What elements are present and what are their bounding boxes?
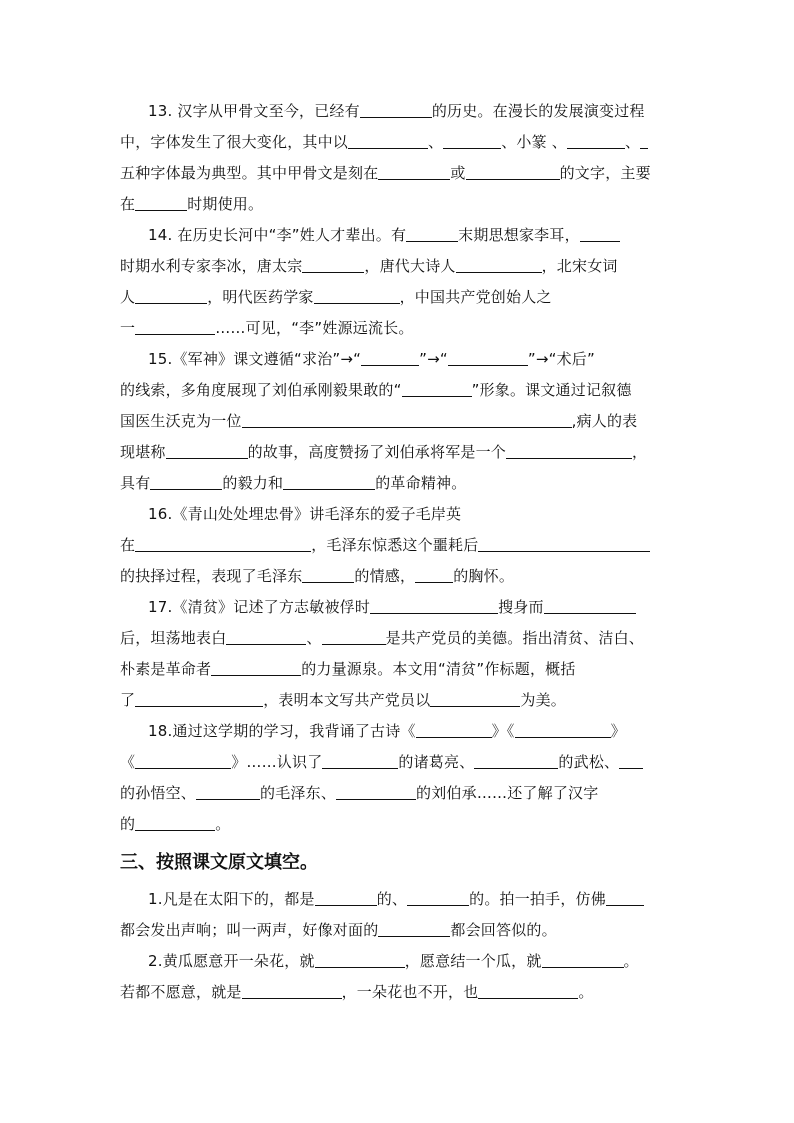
q15-blank-image[interactable]	[402, 378, 472, 397]
q18-text: 》……认识了	[231, 753, 323, 771]
s3-2-blank-3[interactable]	[242, 980, 342, 999]
q13-text: 13. 汉字从甲骨文至今，已经有	[148, 102, 360, 120]
q15-blank-patient[interactable]	[166, 440, 248, 459]
q15-text: 国医生沃克为一位	[120, 412, 242, 430]
q13-text: 时期使用。	[187, 195, 264, 213]
q17-blank-captured[interactable]	[370, 595, 498, 614]
s3-2-blank-1[interactable]	[315, 949, 405, 968]
q18-text: 的诸葛亮、	[398, 753, 475, 771]
q18-blank-mao[interactable]	[196, 781, 260, 800]
s3-text: 都会发出声响；叫一两声，好像对面的	[120, 921, 379, 939]
q15-text: 现堪称	[120, 443, 166, 461]
q15-text: 15.《军神》课文遵循“求治”→“	[148, 350, 362, 368]
q17-text: 是共产党员的美德。指出清贫、洁白、	[385, 629, 645, 647]
q13-text: 的文字，主要	[559, 164, 651, 182]
s3-text: 若都不愿意，就是	[120, 983, 242, 1001]
q17-text: 了	[120, 691, 136, 709]
q13-text: 或	[450, 164, 466, 182]
q18-text: 》	[610, 722, 626, 740]
q18-text: 的毛泽东、	[260, 784, 337, 802]
q14-text: 人	[120, 288, 136, 306]
s3-text: 。	[623, 952, 639, 970]
q14-blank-founder[interactable]	[135, 316, 215, 335]
s3-text: ，一朵花也不开，也	[341, 983, 479, 1001]
q15-text: ”→“	[419, 350, 448, 368]
s3-text: 1.凡是在太阳下的，都是	[148, 890, 315, 908]
q17-blank-virtue-2[interactable]	[322, 626, 386, 645]
q13-blank-script-2[interactable]	[443, 130, 501, 149]
q13-blank-material-2[interactable]	[466, 161, 560, 180]
q13-blank-script-1[interactable]	[348, 130, 428, 149]
s3-1-blank-3[interactable]	[606, 887, 644, 906]
q15-line-4	[120, 437, 676, 468]
q14-blank-physician[interactable]	[314, 285, 400, 304]
s3-text: 的。拍一拍手，仿佛	[469, 890, 606, 908]
q15-line-5	[120, 468, 676, 499]
q16-blank-mind[interactable]	[415, 564, 453, 583]
s3-1-line-2	[120, 915, 676, 946]
s3-text: ，愿意结一个瓜，就	[404, 952, 542, 970]
q18-text: 的刘伯承……还了解了汉字	[416, 784, 599, 802]
q16-text: 的胸怀。	[453, 567, 515, 585]
q17-line-2	[120, 623, 676, 654]
q18-line-2	[120, 747, 676, 778]
q14-line-3	[120, 282, 676, 313]
q18-blank-hanzi[interactable]	[135, 812, 215, 831]
section-3-heading: 三、按照课文原文填空。	[120, 852, 318, 873]
q17-blank-result[interactable]	[544, 595, 636, 614]
q13-line-2	[120, 127, 676, 158]
q14-blank-era[interactable]	[406, 223, 458, 242]
q15-text: 的线索，多角度展现了刘伯承刚毅果敢的“	[120, 381, 402, 399]
q15-text: ”形象。课文通过记叙德	[471, 381, 632, 399]
q15-text: 的毅力和	[222, 474, 284, 492]
q17-text: 、	[306, 629, 322, 647]
q14-line-2	[120, 251, 676, 282]
q18-text: 的	[120, 815, 136, 833]
q17-text: 的力量源泉。本文用“清贫”作标题，概括	[301, 660, 576, 678]
q13-line-1	[120, 96, 676, 127]
s3-2-blank-4[interactable]	[478, 980, 578, 999]
q18-blank-wusong[interactable]	[474, 750, 558, 769]
q14-text: ，北宋女词	[541, 257, 618, 275]
q16-text: 在	[120, 536, 136, 554]
q16-blank-emotion[interactable]	[302, 564, 354, 583]
q14-text: 14. 在历史长河中“李”姓人才辈出。有	[148, 226, 407, 244]
q14-blank-lyricist[interactable]	[135, 285, 207, 304]
q14-line-4	[120, 313, 676, 344]
q13-text: 中，字体发生了很大变化，其中以	[120, 133, 349, 151]
q13-line-3	[120, 158, 676, 189]
q17-blank-beauty[interactable]	[430, 688, 520, 707]
q18-blank-poem-3[interactable]	[135, 750, 231, 769]
q15-line-3	[120, 406, 676, 437]
s3-text: 的、	[376, 890, 408, 908]
q18-blank-poem-2[interactable]	[515, 719, 611, 738]
q18-line-3	[120, 778, 676, 809]
q13-text: 在	[120, 195, 136, 213]
q14-blank-period[interactable]	[580, 223, 620, 242]
q14-line-1	[120, 220, 676, 251]
q15-blank-stage-2[interactable]	[448, 347, 528, 366]
q15-text: 的故事，高度赞扬了刘伯承将军是一个	[247, 443, 507, 461]
q16-text: 的情感，	[354, 567, 416, 585]
q15-text: 的革命精神。	[375, 474, 467, 492]
q14-blank-emperor[interactable]	[302, 254, 364, 273]
q18-text: 。	[215, 815, 231, 833]
q18-line-4	[120, 809, 676, 840]
q18-blank-sunwukong[interactable]	[619, 750, 643, 769]
q14-text: ……可见，“李”姓源远流长。	[215, 319, 414, 337]
q16-line-2	[120, 530, 676, 561]
q18-text: 》《	[491, 722, 515, 740]
q13-blank-history[interactable]	[360, 99, 432, 118]
q16-text: 16.《青山处处埋忠骨》讲毛泽东的爱子毛岸英	[148, 505, 462, 523]
s3-text: 2.黄瓜愿意开一朵花，就	[148, 952, 315, 970]
q14-text: 末期思想家李耳，	[458, 226, 580, 244]
q13-blank-script-4[interactable]	[640, 130, 648, 149]
q17-text: 朴素是革命者	[120, 660, 212, 678]
q18-blank-poem-1[interactable]	[416, 719, 492, 738]
q13-text: 、小篆 、	[501, 133, 567, 151]
q14-text: 时期水利专家李冰，唐太宗	[120, 257, 303, 275]
q15-blank-story[interactable]	[242, 409, 572, 428]
s3-2-line-1	[120, 946, 676, 977]
q17-blank-source[interactable]	[211, 657, 301, 676]
q17-line-1	[120, 592, 676, 623]
q18-text: 18.通过这学期的学习，我背诵了古诗《	[148, 722, 416, 740]
q15-line-2	[120, 375, 676, 406]
q14-blank-poet[interactable]	[456, 254, 542, 273]
q13-text: 的历史。在漫长的发展演变过程	[431, 102, 645, 120]
q18-text: 《	[120, 753, 136, 771]
q17-line-3	[120, 654, 676, 685]
q15-text: ,病人的表	[571, 412, 638, 430]
q18-blank-liu[interactable]	[336, 781, 416, 800]
q15-blank-general[interactable]	[506, 440, 632, 459]
q16-text: ，毛泽东惊悉这个噩耗后	[311, 536, 479, 554]
s3-1-blank-1[interactable]	[315, 887, 377, 906]
worksheet-content	[120, 96, 676, 1008]
q13-blank-script-3[interactable]	[567, 130, 625, 149]
q16-blank-decision[interactable]	[478, 533, 650, 552]
q13-text: 五种字体最为典型。其中甲骨文是刻在	[120, 164, 379, 182]
q15-blank-stage-1[interactable]	[361, 347, 419, 366]
q18-blank-zhuge[interactable]	[322, 750, 398, 769]
q15-text: ，	[632, 443, 648, 461]
q14-text: ，明代医药学家	[207, 288, 314, 306]
s3-1-blank-2[interactable]	[407, 887, 469, 906]
q13-blank-period[interactable]	[135, 192, 187, 211]
q13-text: 、	[428, 133, 444, 151]
s3-text: 。	[578, 983, 594, 1001]
q15-blank-spirit[interactable]	[283, 471, 375, 490]
q14-text: 一	[120, 319, 136, 337]
q15-blank-willpower[interactable]	[150, 471, 222, 490]
q17-text: 为美。	[520, 691, 567, 709]
q17-text: ，表明本文写共产党员以	[263, 691, 431, 709]
q18-line-1	[120, 716, 676, 747]
q14-text: ，唐代大诗人	[364, 257, 456, 275]
q15-line-1	[120, 344, 676, 375]
q17-blank-summary[interactable]	[135, 688, 263, 707]
s3-2-blank-2[interactable]	[542, 949, 624, 968]
s3-text: 都会回答似的。	[450, 921, 557, 939]
q13-blank-material-1[interactable]	[378, 161, 450, 180]
q17-text: 17.《清贫》记述了方志敏被俘时	[148, 598, 371, 616]
q17-blank-virtue-1[interactable]	[226, 626, 306, 645]
s3-1-line-1	[120, 884, 676, 915]
q17-text: 后，坦荡地表白	[120, 629, 227, 647]
q16-text: 的抉择过程，表现了毛泽东	[120, 567, 303, 585]
q18-text: 的孙悟空、	[120, 784, 197, 802]
q16-line-3	[120, 561, 676, 592]
q13-line-4	[120, 189, 676, 220]
s3-1-blank-4[interactable]	[378, 918, 450, 937]
q16-line-1	[120, 499, 676, 530]
q15-text: 具有	[120, 474, 151, 492]
q17-line-4	[120, 685, 676, 716]
s3-2-line-2	[120, 977, 676, 1008]
q18-text: 的武松、	[558, 753, 620, 771]
q15-text: ”→“术后”	[527, 350, 595, 368]
q14-text: ，中国共产党创始人之	[399, 288, 552, 306]
q16-blank-event[interactable]	[135, 533, 311, 552]
q13-text: 、	[625, 133, 641, 151]
q17-text: 搜身而	[498, 598, 544, 616]
